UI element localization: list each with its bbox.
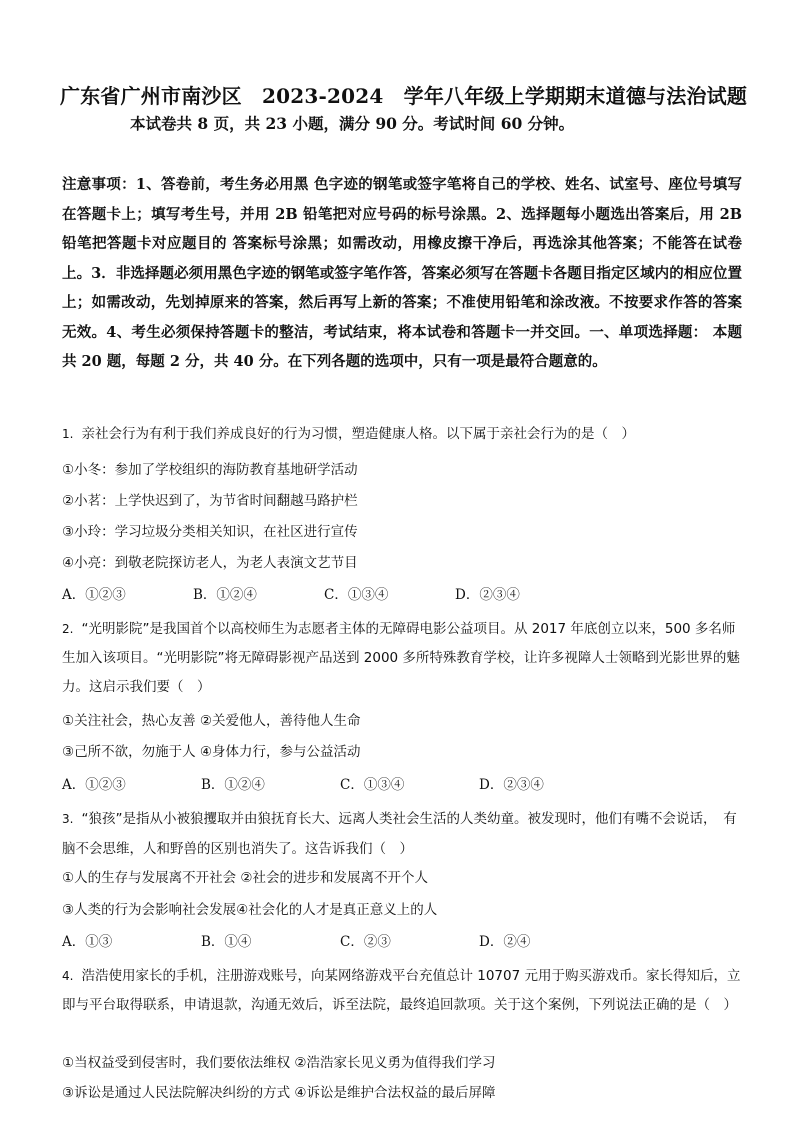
question-text: “光明影院”是我国首个以高校师生为志愿者主体的无障碍电影公益项目。从 2017 年底创立以来，500 多名师生加入该项目。“光明影院”将无障碍影视产品送到 2000 多所特殊教育学校，让许多视障人士领略到光影世界的魅力。这启示我们要（ ）	[62, 621, 740, 695]
option-a: A．①③	[62, 934, 113, 950]
option-d: D．②③④	[455, 587, 520, 603]
question-text: 亲社会行为有利于我们养成良好的行为习惯，塑造健康人格。以下属于亲社会行为的是（ ）	[81, 426, 635, 442]
question-1-item-1: ①小冬：参加了学校组织的海防教育基地研学活动	[62, 462, 358, 478]
question-2-stem	[62, 615, 742, 702]
exam-instructions: 注意事项：1、答卷前，考生务必用黑 色字迹的钢笔或签字笔将自己的学校、姓名、试室号、座位号填写在答题卡上；填写考生号，并用 2B 铅笔把对应号码的标号涂黑。2、选择题每小题选出答案后，用 2B 铅笔把答题卡对应题目的 答案标号涂黑；如需改动，用橡皮擦干净后，再选涂其他答案；不能答在试卷上。3．非选择题必须用黑色字迹的钢笔或签字笔作答，答案必须写在答题卡各题目指定区域内的相应位置上；如需改动，先划掉原来的答案，然后再写上新的答案；不准使用铅笔和涂改液。不按要求作答的答案无效。4、考生必须保持答题卡的整洁，考试结束，将本试卷和答题卡一并交回。一、单项选择题： 本题共 20 题，每题 2 分，共 40 分。在下列各题的选项中，只有一项是最符合题意的。	[62, 176, 742, 370]
question-4-item-1: ①当权益受到侵害时，我们要依法维权 ②浩浩家长见义勇为值得我们学习	[62, 1055, 496, 1071]
question-1-item-2: ②小茗：上学快迟到了，为节省时间翻越马路护栏	[62, 493, 358, 509]
question-text: “狼孩”是指从小被狼攫取并由狼抚育长大、远离人类社会生活的人类幼童。被发现时，他们有嘴不会说话， 有脑不会思维，人和野兽的区别也消失了。这告诉我们（ ）	[62, 811, 737, 857]
option-a: A．①②③	[62, 777, 126, 793]
option-b: B．①④	[201, 934, 252, 950]
option-c: C．①③④	[340, 777, 405, 793]
question-3-item-1: ①人的生存与发展离不开社会 ②社会的进步和发展离不开个人	[62, 870, 428, 886]
question-4-stem	[62, 962, 742, 1020]
question-1-stem	[62, 424, 742, 444]
exam-title: 广东省广州市南沙区 2023-2024 学年八年级上学期期末道德与法治试题	[60, 84, 748, 108]
question-3-options	[62, 930, 662, 950]
question-number: 1.	[62, 427, 74, 441]
question-3-item-2: ③人类的行为会影响社会发展④社会化的人才是真正意义上的人	[62, 902, 438, 918]
option-a: A．①②③	[62, 587, 126, 603]
question-text: 浩浩使用家长的手机，注册游戏账号，向某网络游戏平台充值总计 10707 元用于购买游戏币。家长得知后，立即与平台取得联系，申请退款，沟通无效后，诉至法院，最终追回款项。关于这个案例，下列说法正确的是（ ）	[62, 968, 741, 1013]
question-4-item-2: ③诉讼是通过人民法院解决纠纷的方式 ④诉讼是维护合法权益的最后屏障	[62, 1085, 496, 1101]
question-1-item-4: ④小亮：到敬老院探访老人，为老人表演文艺节目	[62, 555, 358, 571]
option-c: C．①③④	[324, 587, 389, 603]
option-c: C．②③	[340, 934, 391, 950]
question-2-options	[62, 773, 662, 793]
option-b: B．①②④	[201, 777, 265, 793]
question-number: 4.	[62, 969, 74, 983]
question-2-item-1: ①关注社会，热心友善 ②关爱他人，善待他人生命	[62, 713, 361, 729]
question-number: 2.	[62, 622, 74, 636]
question-number: 3.	[62, 812, 74, 826]
question-1-item-3: ③小玲：学习垃圾分类相关知识，在社区进行宣传	[62, 524, 358, 540]
question-1-options	[62, 583, 662, 603]
question-3-stem	[62, 804, 742, 864]
question-2-item-2: ③己所不欲，勿施于人 ④身体力行，参与公益活动	[62, 744, 361, 760]
option-b: B．①②④	[193, 587, 257, 603]
option-d: D．②③④	[479, 777, 544, 793]
exam-subtitle: 本试卷共 8 页，共 23 小题，满分 90 分。考试时间 60 分钟。	[130, 114, 575, 133]
option-d: D．②④	[479, 934, 531, 950]
